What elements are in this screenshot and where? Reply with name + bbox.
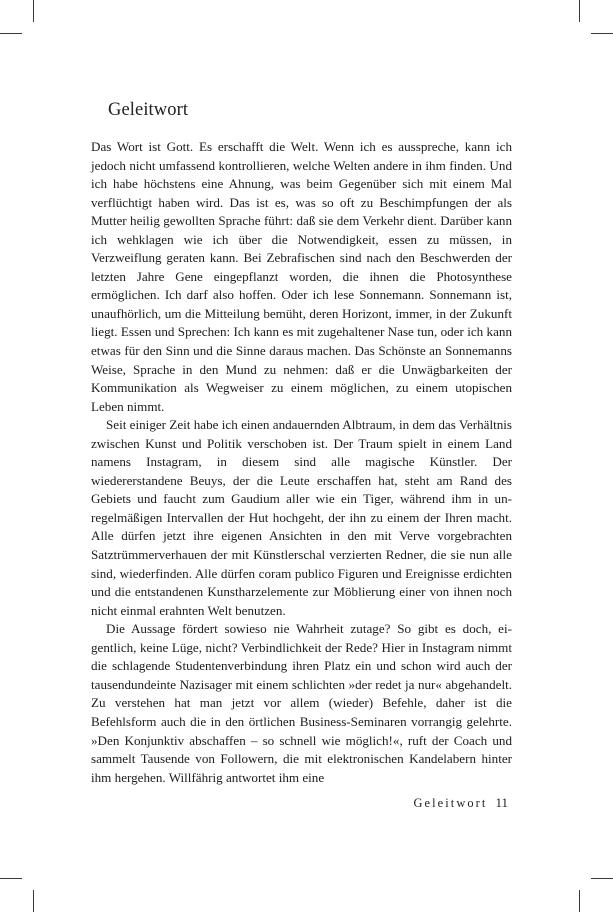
- crop-mark-top-right-h: [591, 33, 613, 34]
- paragraph-2: Seit einiger Zeit habe ich einen andauernden Albtraum, in dem das Verhältnis zwischen Kunst und Politik verschoben ist. Der Traum spielt in einem Land namens Instagram, in diesem sind alle magische Künstler. Der wiedererstandene Beuys, der die Leute erschaffen hat, steht am Rand des Gebiets und faucht zum Gaudium aller wie ein Tiger, während ihm in unregelmäßigen Intervallen der Hut hochgeht, der ihn zu einem der Ihren macht. Alle dürfen jetzt ihre eigenen Ansichten in den mit Verve vorgebrachten Satztrümmerverhauen der mit Künstlerschal verzierten Redner, die sie nun alle sind, wiederfinden. Alle dürfen coram publico Figuren und Ereignisse erdichten und die entstandenen Kunstharzelemente zur Möblierung einer von ihnen noch nicht einmal erahnten Welt benutzen.: [91, 417, 512, 618]
- paragraph-1: Das Wort ist Gott. Es erschafft die Welt. Wenn ich es ausspreche, kann ich jedoch nicht umfassend kontrollieren, welche Welten andere in ihm finden. Und ich habe höchstens eine Ahnung, was beim Gegenüber sich mit einem Mal verflüchtigt haben wird. Das ist es, was so oft zu Beschimpfungen der als Mutter heilig gewollten Sprache führt: daß sie dem Verkehr dient. Darüber kann ich wehklagen wie ich über die Notwendigkeit, essen zu müssen, in Verzweiflung geraten kann. Bei Zebrafischen sind nach den Beschwerden der letzten Jahre Gene eingepflanzt worden, die ihnen die Photosynthese ermöglichen. Ich darf also hoffen. Oder ich lese Sonnemann. Sonnemann ist, unaufhörlich, um die Mitteilung bemüht, deren Horizont, immer, in der Zukunft liegt. Essen und Sprechen: Ich kann es mit zugehaltener Nase tun, oder ich kann etwas für den Sinn und die Sinne daraus machen. Das Schönste an Sonnemanns Weise, Sprache in den Mund zu nehmen: daß er die Unwägbarkeiten der Kommunikation als Wegweiser zu einem möglichen, zu einem utopischen Leben nimmt.: [91, 139, 512, 414]
- running-head: Geleitwort: [413, 796, 488, 810]
- chapter-title: Geleitwort: [108, 100, 189, 120]
- page-footer: [413, 795, 508, 811]
- crop-mark-bottom-right-h: [591, 878, 613, 879]
- crop-mark-top-right: [579, 0, 580, 22]
- body-text: [91, 138, 512, 787]
- paragraph-3: Die Aussage fördert sowieso nie Wahrheit zutage? So gibt es doch, eigentlich, keine Lüge, nicht? Verbindlichkeit der Rede? Hier in Instagram nimmt die schlagende Studentenverbindung ihren Platz ein und schon wird auch der tausendundeinte Nazisager mit einem schlichten »der redet ja nur« abgehandelt. Zu verstehen hat man jetzt vor allem (wieder) Befehle, daher ist die Befehlsform auch die in den örtlichen Business-Seminaren vorrangig gelehrte. »Den Konjunktiv abschaffen – so schnell wie möglich!«, ruft der Coach und sammelt Tausende von Followern, die mit elektronischen Kandelabern hinter ihm hergehen. Willfährig antwortet ihm eine: [91, 621, 512, 785]
- crop-mark-top-left-h: [0, 33, 22, 34]
- crop-mark-bottom-left: [33, 890, 34, 912]
- page-number: 11: [495, 795, 508, 810]
- crop-mark-bottom-left-h: [0, 878, 22, 879]
- crop-mark-bottom-right: [579, 890, 580, 912]
- crop-mark-top-left: [33, 0, 34, 22]
